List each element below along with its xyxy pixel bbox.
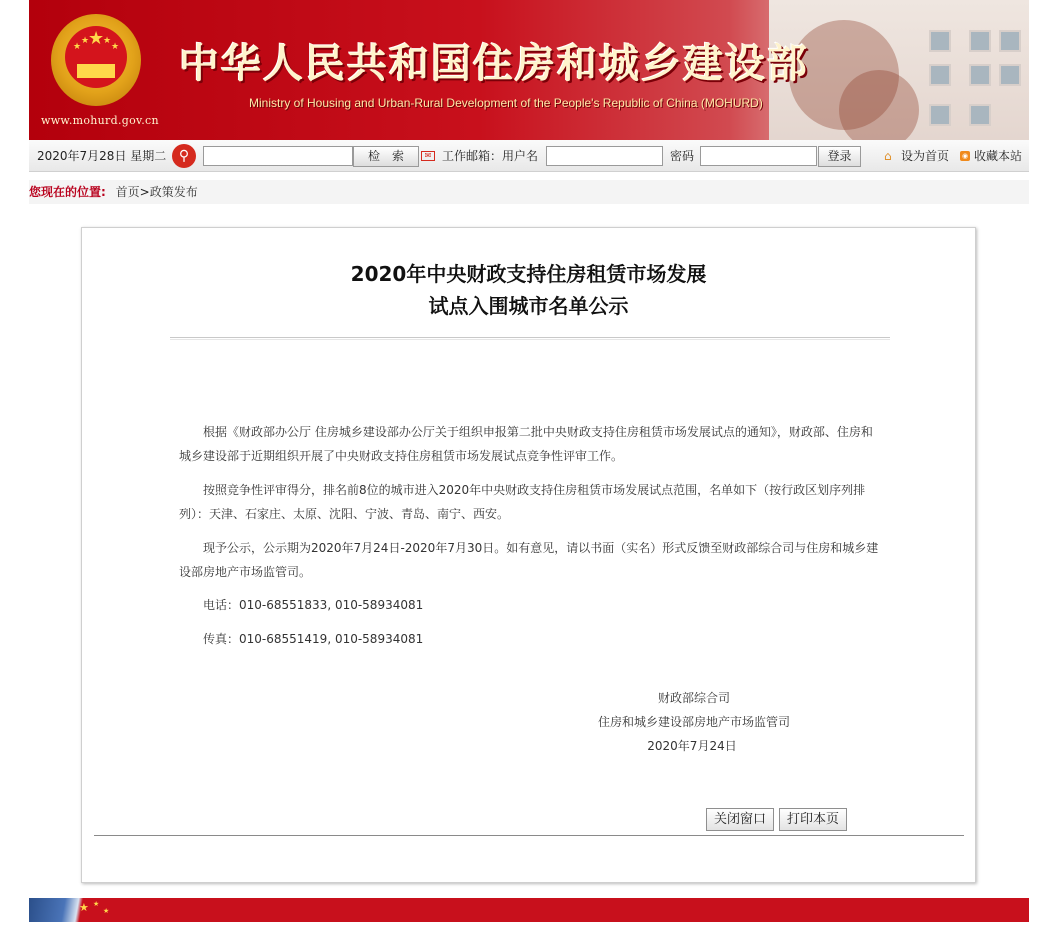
paragraph: 现予公示，公示期为2020年7月24日-2020年7月30日。如有意见，请以书面（实名）形式反馈至财政部综合司与住房和城乡建设部房地产市场监管司。 xyxy=(179,541,879,579)
bookmark-link[interactable]: 收藏本站 xyxy=(974,149,1023,163)
national-emblem-icon: ★ ★ ★ ★ ★ xyxy=(51,14,141,106)
footer-divider xyxy=(94,835,964,836)
article-panel xyxy=(81,227,976,883)
home-icon: ⌂ xyxy=(884,149,892,163)
password-label: 密码 xyxy=(670,149,695,163)
mail-username-label: 工作邮箱：用户名 xyxy=(442,149,539,163)
top-toolbar xyxy=(29,140,1029,172)
breadcrumb-separator: > xyxy=(139,185,150,199)
search-button[interactable]: 检 索 xyxy=(353,146,419,167)
ministry-title-cn: 中华人民共和国住房和城乡建设部 xyxy=(179,40,809,87)
fax-line: 传真：010-68551419, 010-58934081 xyxy=(203,632,424,646)
star-icon: ★ xyxy=(103,907,110,915)
star-icon: ★ xyxy=(79,901,89,914)
phone-line: 电话：010-68551833, 010-58934081 xyxy=(203,598,424,612)
article-title-line1: 2020年中央财政支持住房租赁市场发展 xyxy=(350,262,707,286)
paragraph: 按照竞争性评审得分，排名前8位的城市进入2020年中央财政支持住房租赁市场发展试点范围，名单如下（按行政区划序列排列）：天津、石家庄、太原、沈阳、宁波、青岛、南宁、西安。 xyxy=(179,483,866,521)
star-icon: ★ xyxy=(93,900,100,908)
username-input[interactable] xyxy=(546,146,663,166)
breadcrumb-label: 您现在的位置: xyxy=(29,185,106,199)
search-input[interactable] xyxy=(203,146,353,166)
title-divider xyxy=(170,337,890,340)
envelope-icon: ✉ xyxy=(421,151,435,161)
breadcrumb-home-link[interactable]: 首页 xyxy=(115,185,140,199)
header-banner xyxy=(29,0,1029,140)
footer-band xyxy=(29,898,1029,922)
signature-org1: 财政部综合司 xyxy=(657,691,730,705)
breadcrumb-section-link[interactable]: 政策发布 xyxy=(149,185,198,199)
breadcrumb xyxy=(29,180,1029,204)
article-title-line2: 试点入围城市名单公示 xyxy=(428,294,629,318)
article-title xyxy=(82,258,975,322)
password-input[interactable] xyxy=(700,146,817,166)
signature-org2: 住房和城乡建设部房地产市场监管司 xyxy=(597,715,790,729)
set-homepage-link[interactable]: 设为首页 xyxy=(901,149,950,163)
close-window-button[interactable]: 关闭窗口 xyxy=(706,808,774,831)
site-url: www.mohurd.gov.cn xyxy=(41,114,159,127)
paragraph: 根据《财政部办公厅 住房城乡建设部办公厅关于组织申报第二批中央财政支持住房租赁市场发展试点的通知》，财政部、住房和城乡建设部于近期组织开展了中央财政支持住房租赁市场发展试点竞争性评审工作。 xyxy=(179,425,873,463)
login-button[interactable]: 登录 xyxy=(818,146,861,167)
current-date: 2020年7月28日 星期二 xyxy=(37,149,167,163)
ministry-title-en: Ministry of Housing and Urban-Rural Development of the People's Republic of China (MOHURD) xyxy=(249,96,763,110)
signature-date: 2020年7月24日 xyxy=(647,739,737,753)
magnifier-icon[interactable]: ⚲ xyxy=(172,144,196,168)
print-page-button[interactable]: 打印本页 xyxy=(779,808,847,831)
rss-icon: ◉ xyxy=(961,152,969,160)
